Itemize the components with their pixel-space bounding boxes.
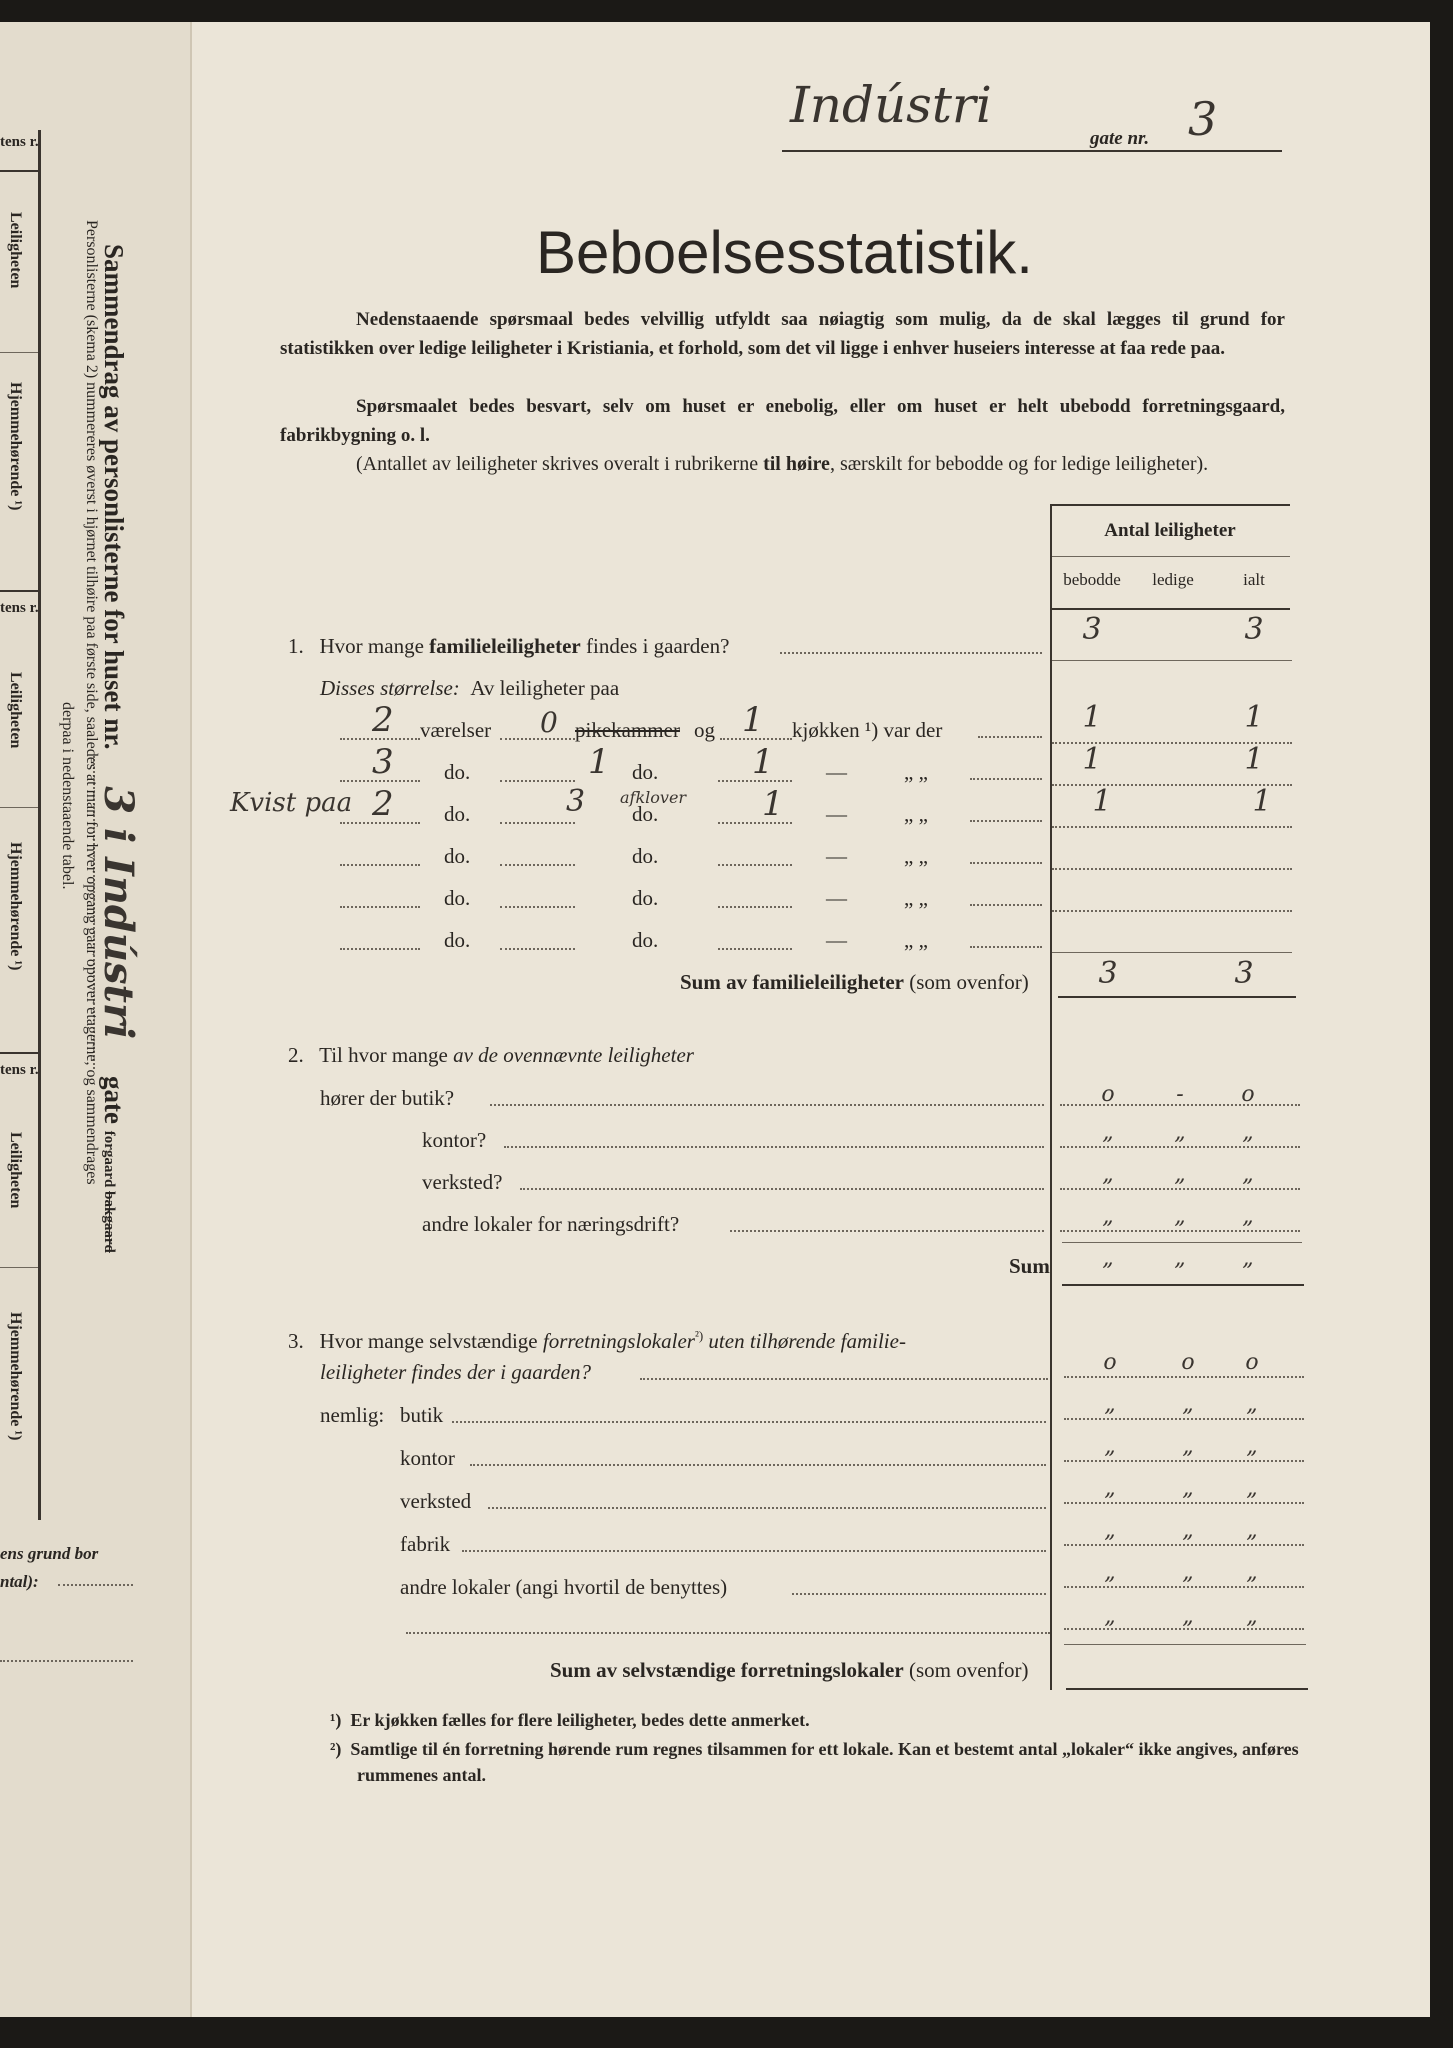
- row3-pike-note: afklover: [620, 788, 687, 807]
- room-dotfield: [340, 864, 420, 866]
- row2-quote: „ „: [904, 760, 928, 784]
- q3-sum-label: [550, 1658, 1029, 1683]
- header-underline: [782, 150, 1282, 152]
- left-rule: [0, 352, 38, 353]
- summary-hand: 3 i Indústri: [93, 756, 142, 1069]
- q3-dotfill: [452, 1421, 1046, 1423]
- room-dotfill: [970, 946, 1042, 948]
- q2-kontor-bebodde: „: [1102, 1120, 1114, 1145]
- room-dotfield: [500, 780, 575, 782]
- q2-verksted-bebodde: „: [1102, 1162, 1114, 1187]
- footnote-2: [330, 1736, 1319, 1788]
- summary-instr-2: derpaa i nedenstaaende tabel.: [59, 702, 76, 890]
- q3-fabrik-ialt: „: [1246, 1518, 1258, 1543]
- table-dotrule: [1060, 1188, 1300, 1190]
- q3-text-ital1: forretningslokaler: [542, 1329, 695, 1353]
- row5-do2: do.: [632, 886, 659, 910]
- table-rule: [1052, 952, 1292, 953]
- q1-sum-rest: (som ovenfor): [903, 970, 1029, 994]
- q3-row-verksted: verksted: [400, 1489, 472, 1513]
- q2-verksted-ledige: „: [1174, 1162, 1186, 1187]
- row2-rooms: 3: [372, 742, 394, 782]
- q1-sum-bebodde: 3: [1098, 956, 1118, 991]
- room-dotfield: [340, 906, 420, 908]
- row5-do: do.: [444, 886, 471, 910]
- q3-dotfill: [640, 1378, 1048, 1380]
- row6-do: do.: [444, 928, 471, 952]
- q3-blank-ledige: „: [1182, 1604, 1194, 1629]
- left-col-leil-3: Leiligheten: [7, 1132, 24, 1209]
- q2-dotfill: [730, 1230, 1044, 1232]
- table-dotrule: [1052, 868, 1292, 870]
- q1-size-line: [320, 676, 619, 701]
- room-dotfield: [340, 948, 420, 950]
- q2-dotfill: [504, 1146, 1044, 1148]
- q3-sum-rest: (som ovenfor): [903, 1658, 1029, 1682]
- room-dotfill: [978, 736, 1042, 738]
- row4-do2: do.: [632, 844, 659, 868]
- table-left-border: [1050, 504, 1052, 1690]
- table-col-divider: [1133, 556, 1134, 557]
- q2-butik-bebodde: o: [1101, 1082, 1115, 1107]
- q3-butik-ialt: „: [1246, 1392, 1258, 1417]
- room-dotfield: [500, 948, 575, 950]
- row6-quote: „ „: [904, 928, 928, 952]
- q2-row-kontor: kontor?: [422, 1128, 487, 1152]
- q2-sum-bebodde: „: [1102, 1246, 1114, 1271]
- table-rule: [1052, 556, 1290, 557]
- left-bottom-dotline: [0, 1660, 133, 1662]
- row3-ialt: 1: [1252, 784, 1272, 819]
- row1-rooms: 2: [372, 700, 394, 740]
- room-dotfill: [970, 862, 1042, 864]
- q2-row-verksted: verksted?: [422, 1170, 503, 1194]
- row1-bebodde: 1: [1082, 700, 1102, 735]
- q2-text-a: Til hvor mange: [319, 1043, 454, 1067]
- q3-blank-ialt: „: [1246, 1604, 1258, 1629]
- q3-total-ialt: o: [1245, 1350, 1259, 1375]
- footnote-1-mark: ¹): [330, 1710, 342, 1730]
- room-dotfield: [500, 822, 575, 824]
- table-rule: [1064, 1644, 1306, 1645]
- table-dotrule: [1064, 1544, 1304, 1546]
- row2-dash: —: [826, 760, 847, 784]
- row2-ialt: 1: [1244, 742, 1264, 777]
- table-head-title: Antal leiligheter: [1104, 520, 1236, 541]
- table-rule: [1052, 660, 1292, 661]
- row6-dash: —: [826, 928, 847, 952]
- row2-do2: do.: [632, 760, 659, 784]
- q2-dotfill: [520, 1188, 1044, 1190]
- table-dotrule: [1060, 1146, 1300, 1148]
- row1-pike: 0: [540, 706, 558, 739]
- left-rule: [0, 1267, 38, 1268]
- q2-question: [288, 1043, 694, 1068]
- row3-quote: „ „: [904, 802, 928, 826]
- row5-dash: —: [826, 886, 847, 910]
- summary-title-text: Sammendrag av personlisterne for huset nr.: [99, 244, 129, 750]
- q3-text-a: Hvor mange selvstændige: [319, 1329, 543, 1353]
- q3-kontor-ialt: „: [1246, 1434, 1258, 1459]
- q1-text-bold: familieleiligheter: [429, 634, 581, 658]
- row3-bebodde: 1: [1092, 784, 1112, 819]
- table-dotrule: [1064, 1460, 1304, 1462]
- left-rule: [0, 590, 38, 592]
- q3-andre-ialt: „: [1246, 1560, 1258, 1585]
- footnote-2-text: Samtlige til én forretning hørende rum regnes tilsammen for ett lokale. Kan et bestemt antal „lokaler“ ikke angives, anføres rummenes antal.: [350, 1739, 1299, 1785]
- q2-kontor-ialt: „: [1242, 1120, 1254, 1145]
- row1-pikekammer: pikekammer: [575, 718, 680, 742]
- q2-sum-ledige: „: [1174, 1246, 1186, 1271]
- room-dotfield: [718, 906, 792, 908]
- room-dotfield: [718, 864, 792, 866]
- q2-sum-ialt: „: [1242, 1246, 1254, 1271]
- q3-sum-bold: Sum av selvstændige forretningslokaler: [550, 1658, 904, 1682]
- left-page-border: [38, 130, 41, 1520]
- row3-do2: do.: [632, 802, 659, 826]
- q3-kontor-ledige: „: [1182, 1434, 1194, 1459]
- q3-butik-ledige: „: [1182, 1392, 1194, 1417]
- col-bebodde: bebodde: [1063, 570, 1121, 589]
- page-title: Beboelsesstatistik.: [536, 219, 1033, 286]
- intro-paragraph-2: Spørsmaalet bedes besvart, selv om huset er enebolig, eller om huset er helt ubebodd forretningsgaard, fabrikbygning o. l.: [280, 396, 1285, 446]
- row4-dash: —: [826, 844, 847, 868]
- left-col-leil-2: Leiligheten: [7, 672, 24, 749]
- q3-question-line2: leiligheter findes der i gaarden?: [320, 1360, 592, 1384]
- q3-row-fabrik: fabrik: [400, 1532, 451, 1556]
- summary-gate: gate: [99, 1076, 129, 1124]
- q3-blank-line: [406, 1632, 1050, 1634]
- q3-kontor-bebodde: „: [1104, 1434, 1116, 1459]
- table-rule: [1052, 608, 1290, 610]
- summary-instr-1: Personlisterne (skema 2) nummereres øverst i hjørnet tilhøire paa første side, saaledes at man for hver opgang gaar opover etagerne, og sammendrages: [83, 220, 100, 1185]
- left-bottom-2: ntal):: [0, 1572, 39, 1591]
- q3-num: 3.: [288, 1329, 304, 1353]
- q1-bebodde: 3: [1082, 612, 1102, 647]
- q3-butik-bebodde: „: [1104, 1392, 1116, 1417]
- left-col-tens: tens r.: [0, 134, 39, 150]
- table-dotrule: [1064, 1376, 1304, 1378]
- table-rule: [1058, 996, 1296, 998]
- row3-do: do.: [444, 802, 471, 826]
- q2-num: 2.: [288, 1043, 304, 1067]
- q2-text-ital: av de ovennævnte leiligheter: [453, 1043, 694, 1067]
- table-rule: [1062, 1284, 1304, 1286]
- row3-pike: 3: [566, 784, 586, 819]
- left-col-tens: tens r.: [0, 1062, 39, 1078]
- intro-p3-bold: til høire: [763, 453, 830, 475]
- q1-ialt: 3: [1244, 612, 1264, 647]
- q1-sum-bold: Sum av familieleiligheter: [680, 970, 904, 994]
- q3-text-ital2: uten tilhørende familie-: [703, 1329, 906, 1353]
- q3-blank-bebodde: „: [1104, 1604, 1116, 1629]
- forgaard-label: forgaard: [101, 1130, 117, 1188]
- table-dotrule: [1052, 910, 1292, 912]
- footnote-1-text: Er kjøkken fælles for flere leiligheter, bedes dette anmerket.: [350, 1710, 810, 1730]
- q2-butik-ledige: -: [1176, 1082, 1184, 1107]
- q2-kontor-ledige: „: [1174, 1120, 1186, 1145]
- room-dotfield: [718, 948, 792, 950]
- size-rest: Av leiligheter paa: [470, 676, 620, 700]
- q3-verksted-ledige: „: [1182, 1476, 1194, 1501]
- left-rule: [0, 807, 38, 808]
- street-name-hand: Indústri: [790, 76, 992, 134]
- q3-row-butik: butik: [400, 1403, 444, 1427]
- q2-row-butik: hører der butik?: [320, 1086, 455, 1110]
- q3-dotfill: [792, 1593, 1046, 1595]
- q3-fabrik-ledige: „: [1182, 1518, 1194, 1543]
- row4-do: do.: [444, 844, 471, 868]
- row2-kitchen: 1: [752, 742, 774, 782]
- row1-kjokken: kjøkken ¹) var der: [792, 718, 943, 742]
- q3-total-bebodde: o: [1103, 1350, 1117, 1375]
- row3-pre: Kvist paa: [230, 788, 353, 818]
- q3-row-andre: andre lokaler (angi hvortil de benyttes): [400, 1575, 728, 1599]
- q3-verksted-bebodde: „: [1104, 1476, 1116, 1501]
- footnote-2-mark: ²): [330, 1739, 342, 1759]
- house-number-hand: 3: [1188, 92, 1218, 146]
- row3-rooms: 2: [372, 784, 394, 824]
- row1-vaerelser: værelser: [420, 718, 492, 742]
- bakgaard-label: bakgaard: [101, 1191, 117, 1253]
- q1-dotfill: [780, 652, 1042, 654]
- q3-andre-ledige: „: [1182, 1560, 1194, 1585]
- table-rule: [1066, 1688, 1308, 1690]
- q3-total-ledige: o: [1181, 1350, 1195, 1375]
- table-dotrule: [1064, 1418, 1304, 1420]
- q3-dotfill: [470, 1464, 1046, 1466]
- q3-row-kontor: kontor: [400, 1446, 455, 1470]
- q3-dotfill: [488, 1507, 1046, 1509]
- row2-pike: 1: [588, 742, 610, 782]
- q2-verksted-ialt: „: [1242, 1162, 1254, 1187]
- q3-andre-bebodde: „: [1104, 1560, 1116, 1585]
- q1-text-a: Hvor mange: [319, 634, 430, 658]
- left-bottom-dotline: [58, 1584, 133, 1586]
- q3-verksted-ialt: „: [1246, 1476, 1258, 1501]
- table-col-divider: [1214, 556, 1215, 557]
- q2-sum-label: Sum: [1009, 1254, 1050, 1278]
- intro-p3-a: (Antallet av leiligheter skrives overalt i rubrikerne: [356, 453, 764, 475]
- col-ledige: ledige: [1152, 570, 1194, 589]
- table-dotrule: [1064, 1502, 1304, 1504]
- q2-row-andre: andre lokaler for næringsdrift?: [422, 1212, 680, 1236]
- intro-paragraph-1: Nedenstaaende spørsmaal bedes velvillig utfyldt saa nøiagtig som mulig, da de skal lægges til grund for statistikken over ledige leiligheter i Kristiania, et forhold, som det vil ligge i enhver huseiers interesse at faa rede paa.: [280, 309, 1285, 359]
- row5-quote: „ „: [904, 886, 928, 910]
- row6-do2: do.: [632, 928, 659, 952]
- left-rule: [0, 170, 38, 172]
- q1-text-b: findes i gaarden?: [580, 634, 730, 658]
- left-rule: [0, 1052, 38, 1054]
- gate-nr-label: gate nr.: [1090, 128, 1150, 149]
- q2-butik-ialt: o: [1241, 1082, 1255, 1107]
- size-label: Disses størrelse:: [320, 676, 460, 700]
- q1-sum-label: [680, 970, 1029, 995]
- room-dotfill: [970, 820, 1042, 822]
- q1-sum-ialt: 3: [1234, 956, 1254, 991]
- left-col-hjem-1: Hjemmehørende ¹): [7, 382, 24, 511]
- row1-og: og: [694, 718, 715, 742]
- q2-andre-ialt: „: [1242, 1204, 1254, 1229]
- summary-gaard: [101, 1131, 117, 1253]
- left-col-leil-1: Leiligheten: [7, 212, 24, 289]
- q3-sup: ²): [694, 1328, 704, 1343]
- q3-fabrik-bebodde: „: [1104, 1518, 1116, 1543]
- table-dotrule: [1060, 1230, 1300, 1232]
- col-ialt: ialt: [1243, 570, 1265, 589]
- q2-andre-ledige: „: [1174, 1204, 1186, 1229]
- row2-do: do.: [444, 760, 471, 784]
- q3-question: [288, 1328, 906, 1354]
- left-bottom-1: ens grund bor: [0, 1544, 99, 1563]
- room-dotfield: [500, 864, 575, 866]
- room-dotfield: [500, 906, 575, 908]
- room-dotfill: [970, 778, 1042, 780]
- left-col-tens: tens r.: [0, 600, 39, 616]
- left-col-hjem-3: Hjemmehørende ¹): [7, 1312, 24, 1441]
- table-rule: [1050, 504, 1290, 506]
- q1-question: [288, 634, 729, 659]
- q1-num: 1.: [288, 634, 304, 658]
- summary-title: [95, 244, 142, 1253]
- room-dotfill: [970, 904, 1042, 906]
- row4-quote: „ „: [904, 844, 928, 868]
- row2-bebodde: 1: [1082, 742, 1102, 777]
- row3-dash: —: [826, 802, 847, 826]
- room-dotfield: [500, 738, 575, 740]
- footnote-1: [330, 1710, 810, 1731]
- left-page: [0, 22, 190, 2017]
- q2-dotfill: [490, 1104, 1044, 1106]
- intro-paragraph-3: [280, 450, 1285, 479]
- intro-p3-b: , særskilt for bebodde og for ledige leiligheter).: [829, 453, 1209, 475]
- left-col-hjem-2: Hjemmehørende ¹): [7, 842, 24, 971]
- row1-kitchen: 1: [742, 700, 764, 740]
- table-dotrule: [1064, 1586, 1304, 1588]
- q3-nemlig: nemlig:: [320, 1403, 385, 1427]
- table-dotrule: [1052, 826, 1292, 828]
- row3-kitchen: 1: [762, 784, 784, 824]
- row1-ialt: 1: [1244, 700, 1264, 735]
- q3-dotfill: [462, 1550, 1046, 1552]
- q2-andre-bebodde: „: [1102, 1204, 1114, 1229]
- table-rule: [1062, 1242, 1302, 1243]
